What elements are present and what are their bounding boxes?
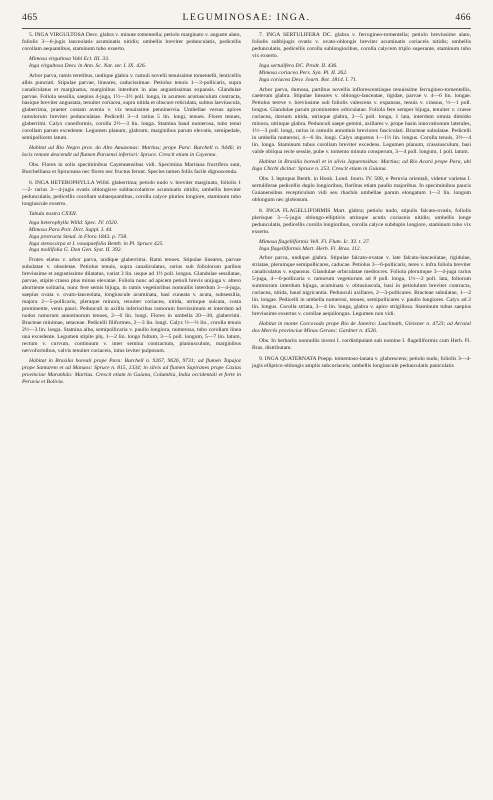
synonym-list bbox=[259, 239, 471, 253]
species-entry-6 bbox=[22, 180, 241, 385]
species-heading: 5. INGA VIRGULTOSA Desv. glabra v. minute tomentella; petiolo marginato v. anguste alato, foliolis 3—6-jugis lanceolatis acuminatis nitidis; umbellis breviter pedunculatis, pedicellis corollam aequantibus, staminum tubo exserto. bbox=[22, 32, 241, 52]
habitat-note: Habitat ad Rio Negro prov. do Alto Amazonas: Martius; prope Para: Burchell n. 9446; in locis remote descendit ad flumen Paraensi inferiori: Spruce. Crescit etiam in Cayenna. bbox=[22, 145, 241, 159]
synonym: Inga mollifolia G. Don Gen. Syst. II. 392. bbox=[29, 247, 122, 254]
habitat-note: Habitat in Brasilia boreali prope Para: Burchell n. 9267, 9626, 9731; ad flumen Tapajoz prope Santarem et ad Manaos: Spruce n. 815, 1334; in silvis ad flumen Sapiranes prope Caxias provinciae Maranhão: Martius. Crescit etiam in Guiana, Columbia, India occidentali et forte in Peruvia et Bolivia. bbox=[22, 357, 241, 385]
synonym-list bbox=[29, 220, 241, 255]
left-page-number: 465 bbox=[22, 12, 38, 23]
synonym: Inga coriacea Desv. Journ. Bot. 1814. I. 71. bbox=[259, 76, 358, 83]
synonym: Inga sertulifera DC. Prodr. II. 436. bbox=[259, 62, 338, 69]
species-description: Frutex elatus v. arbor parva, undique glaberrima. Rami tenues. Stipulae lineares, parvae subulatae v. obsoletae. Petiolus tenuis, supra canaliculatus, rarius sub foliolorum paribus breviusime et angustissime dilatatus, variat 3 lin. usque ad 1½ poll. longus. Glandulae sessilatae, parvae, stipite crasso plus minus elevatae. Foliola nunc ad apicem petioli brevis unijuga v. altero abortiente solitaria, nunc fere semis bijuga, in ramis vegetioribus nonnullis interdum 3—4-juga, saepius ovata v. ovato-lanceolata, longiuscule acuminata, basi cuneata v. acuta, subsessilia, majora 2—5-pollicaris, pleraque minora, tenuiter coriacea, nitida, utrinque sulcata, costa prominente, venis pauci. Pedunculi in axillis inferioribus ramorum brevissimum et interdum ad nodos ramorum annotinorum tenues, 2—6 lin. longi. Flores in umbella 20—30, glaberrimi. Bracteae minimae, setaceae. Pedicelli filiformes, 2—3 lin. longi. Calyx ½—⅔ lin., corolla tenuis 2½—3 lin. longa. Stamina alba, semipollicaria v. paullo longiora, numerosa, tubo corollam linea una excedente. Legumen stipite plq. 1—2 lin. longo fultum, 3—5 poll. longum, 5—7 lin. latum, rectum v. curvum, continuum v. inter semina contractum, planiusculum, marginibus nervoformibus, valvis tenuiter coriaceis, intus leviter pulposum. bbox=[22, 257, 241, 354]
habitat-note: Habitat in Brasilia boreali et in silvis Japurensibus: Martius; ad Rio Acará prope Para, ubi Inga Chichi dicitur: Spruce n. 253. Crescit etiam in Guiana. bbox=[252, 159, 471, 173]
right-page-number: 466 bbox=[455, 12, 471, 23]
right-column bbox=[252, 32, 471, 388]
two-column-body bbox=[22, 32, 471, 388]
species-description: Arbor parva, ramis teretibus, undique glabra v. ramuli novelli tenuissime tomentelli, lenticellis albis punctati. Stipulae parvae, lineares, caducissimae. Petiolus tenuis 1—3-pollicaris, supra canaliculatus et marginatus, marginibus interdum in alas angustissimas expansis. Glandulae parvae. Foliola sessilia, saepius 4-juga, 1½—3½ poll. longa, in acumen acutiusculum contracta, basique breviter angustata, tenuiter coriacea, supra nitida et obscure reticulata, subtus laeviuscula, glaberrima, praeter costam avenia v. vix tenuissime penninervia. Umbellae versus apices ramulorum breviter pedunculatae. Pedicelli 3—4 rarius 5 lin. longi, tenues. Flores tenues, glaberrimi. Calyx cuneiformis, corolla 2½—3 lin. longa. Stamina haud numerosa, tubo tenui corollam parum excedente. Legumen planum, glabrum, marginibus parum elevatis, semipedale, semipollicem latum. bbox=[22, 72, 241, 142]
synonym: Mimosa virgultosa Vahl Ecl. III. 33. bbox=[29, 55, 110, 62]
species-heading: 6. INGA HETEROPHYLLA Willd. glaberrima; petiolo nudo v. breviter marginato, foliolis 1—2- rarius 3—4-jugis ovatis oblongisve subbaccolatisve acuminatis nitidis; umbellis breviter pedunculatis, pedicellis corollam subaequantibus, corolla calyce pluries longiore, staminum tubo longiuscule exserto. bbox=[22, 180, 241, 207]
species-entry-8 bbox=[252, 208, 471, 352]
habitat-note: Habitat in monte Corcovado prope Rio de Janeiro: Luschnath, Gleixner n. 4723; ad Arraial dos Mercês provinciae Minas Geraes: Gardner n. 4526. bbox=[252, 320, 471, 334]
synonym: Inga flagelliformis Mart. Herb. Fl. Bras. 112. bbox=[259, 245, 361, 252]
plate-reference: Tabula nostra CXXII. bbox=[29, 210, 78, 217]
species-entry-5 bbox=[22, 32, 241, 176]
species-description: Arbor parva, undique glabra. Stipulae falcato-ovatae v. late falcato-lanceolatae, rigidulae, striatae, plerumque semipollicares, caducae. Petiolus 3—6-pollicaris, teres v. infra foliola breviter canaliculatus v. expansus. Glandulae orbiculatae mediocres. Foliola plerumque 3—4-juga rarius 5-juga, 4—6-pollicaria v. ramorum vegetiorum ad 8 poll. longa, 1½—2 poll. lata, foliorum summorum interdum bijuga, acuminata v. obtusiuscula, basi in petiolulum breviter contracta, coriacea, nitida, haud nigricantia. Pedunculi axillares, 2—3-pollicares. Bracteae subulatae, 1—2 lin. longae. Pedicelli in umbella numerosi, tenues, semipollicares v. paullo longiores. Calyx ad 2 lin. longus. Corolla striata, 3—4 lin. longa, glabra v. apice strigillosa. Staminum tubus saepius breviusime exsertus v. corollae aequilongus. Legumen non vidi. bbox=[252, 255, 471, 318]
observation-note: Obs. In herbariis nonnullis inveni I. cordistipulam sub nomine I. flagelliformis cum Herb. Fl. Bras. distributam. bbox=[252, 337, 471, 351]
observation-note: Obs. I. leptopus Benth. in Hook. Lond. Journ. IV. 580, e Peruvia orientali, videtur varietas I. sertuliferae pedicellis duplo longioribus, floribus etiam paullo majoribus. In speciminibus paucis Guianensibus recepticulum vidi seu rhachin umbellae parum elongatum 1—2 lin. longum oblongum nec globosum. bbox=[252, 175, 471, 203]
page-header bbox=[22, 12, 471, 27]
synonym: Mimosa flagelliformis Vell. Fl. Flum. Ic. XI. t. 27. bbox=[259, 238, 371, 245]
species-entry-9 bbox=[252, 356, 471, 370]
species-description: Arbor parva, dumosa, partibus novellis inflorescentiaque tenuissime ferrugineo-tomentellis, caeterum glabra. Stipulae lineares v. oblongo-lanceatae, rigidae, parvae v. 4—6 lin. longae. Petiolus tereve v. breviusime sub foliolis valescens v. expansus, tenuis v. crassus, ½—1 poll. longus. Glandulae parum prominentes orbiculatae. Foliola fere semper bijuga, tenuiter v. crasse coriacea, dorsum nitida, utrinque glabra, 2—5 poll. longa, 1 lata, interdum omnia dimidio minora, utrinque glabra. Pedunculi saepe gemini, axillares v. prope basin innovationum laterales, 1½—3 poll. longi, rarius in ramulis annotinis breviores fasciculati. Bracteae subulatae. Pedicelli in umbella numerosi, 4—6 lin. longi. Calyx angustus 1—1½ lin. longus. Corolla tenuis, 3½—4 lin. longa. Staminum tubus corollam breviter excedens. Legumen planum, crassiusculum, basi valde obliqua recte sessile, pube v. tomento minuto consperum, 3—4 poll. longum, 1 poll. latum. bbox=[252, 86, 471, 156]
synonym: Inga protracta Steud. in Flora 1843. p. 758. bbox=[29, 233, 128, 240]
species-entry-7 bbox=[252, 32, 471, 204]
synonym: Inga stenocarpa et I. vouapaefolia Benth. in Pl. Spruce 425. bbox=[29, 240, 164, 247]
species-heading: 7. INGA SERTULIFERA DC. glabra v. ferrugineo-tomentella; petiolo breviusime alato, foliolis subbijugis ovatis v. ovato-oblongis breviter acuminatis coriaceis nitidis; umbellis pedunculatis, pedicellis corolla sublongioribus, corolla calycem triplo superante, staminum tubo vix exserto. bbox=[252, 32, 471, 59]
synonym: Inga heterophylla Willd. Spec. IV. 1020. bbox=[29, 219, 119, 226]
synonym: Inga virgultosa Desv. in Ann. Sc. Nat. ser. I. IX. 426. bbox=[29, 62, 147, 69]
running-title: LEGUMINOSAE: INGA. bbox=[182, 12, 311, 23]
synonym-list bbox=[29, 56, 241, 70]
synonym: Mimosa coriacea Pers. Syn. Pl. II. 262. bbox=[259, 69, 348, 76]
synonym: Mimosa Para Poir. Dict. Suppl. I. 44. bbox=[29, 226, 113, 233]
left-column bbox=[22, 32, 241, 388]
species-heading: 9. INGA QUATERNATA Poepp. tomentoso-lanata v. glabrescens; petiolo nudo, foliolis 3—4-jugis elliptico-oblongis amplis subcoriaceis; umbellis longiuscule pedunculatis paniculatis bbox=[252, 355, 471, 369]
species-heading: 8. INGA FLAGELLIFORMIS Mart. glabra; petiolo nudo, stipulis falcato-ovatis, foliolis plerisque 3—5-jugis oblongo-ellipticis utrinque acutis coriaceis nitidis; umbellis longe pedunculatis, pedicellis corolla longioribus, corolla calyce subduplo longiore, staminum tubo vix exserto. bbox=[252, 207, 471, 235]
observation-note: Obs. Flores in solis speciminibus Cayennensibus vidi. Specimina Martiana fructifera sunt, Burchelliana et Spruceana nec flores nec fructus ferunt. Species tamen foliis facile dignoscenda. bbox=[22, 162, 241, 176]
header-rule bbox=[22, 28, 471, 29]
synonym-list bbox=[259, 63, 471, 84]
